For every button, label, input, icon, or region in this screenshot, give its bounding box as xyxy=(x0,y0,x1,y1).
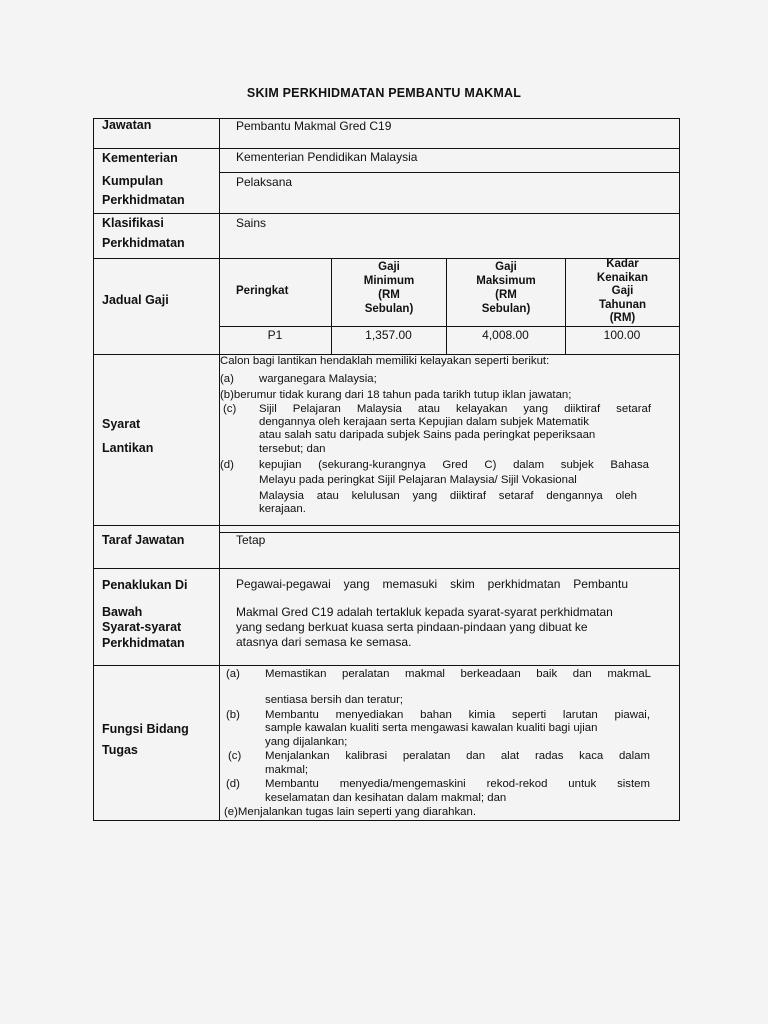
fungsi-item-c: makmal; xyxy=(265,764,309,776)
header-gaji-maksimum: Gaji Maksimum (RM Sebulan) xyxy=(476,261,536,315)
header-gaji-minimum: Gaji Minimum (RM Sebulan) xyxy=(363,261,415,315)
syarat-label: Lantikan xyxy=(102,441,154,455)
penaklukan-text: atasnya dari semasa ke semasa. xyxy=(236,635,412,649)
taraf-value: Tetap xyxy=(236,533,266,547)
kumpulan-value: Pelaksana xyxy=(236,175,293,189)
fungsi-item-b: sample kawalan kualiti serta mengawasi kawalan kualiti bagi ujian xyxy=(265,722,598,734)
row-divider xyxy=(93,213,680,214)
syarat-item-a: warganegara Malaysia; xyxy=(259,373,377,385)
fungsi-item-b: yang dijalankan; xyxy=(265,736,348,748)
list-marker: (c) xyxy=(223,403,237,415)
penaklukan-text: Makmal Gred C19 adalah tertakluk kepada syarat-syarat perkhidmatan xyxy=(236,605,613,619)
row-divider xyxy=(93,148,680,149)
jadual-gaji-label: Jadual Gaji xyxy=(102,293,169,307)
fungsi-item-a: sentiasa bersih dan teratur; xyxy=(265,694,404,706)
page-title: SKIM PERKHIDMATAN PEMBANTU MAKMAL xyxy=(246,86,522,100)
syarat-item-c: tersebut; dan xyxy=(259,443,326,455)
syarat-item-c: atau salah satu daripada subjek Sains pada peringkat peperiksaan xyxy=(259,429,596,441)
table-border-right xyxy=(679,118,680,821)
klasifikasi-label: Perkhidmatan xyxy=(102,236,185,250)
syarat-item-c: dengannya oleh kerajaan serta Kepujian dalam subjek Matematik xyxy=(259,416,589,428)
fungsi-item-a: Memastikan peralatan makmal berkeadaan baik dan makmaL xyxy=(265,668,651,680)
cell-kadar-kenaikan: 100.00 xyxy=(603,328,641,342)
cell-gaji-minimum: 1,357.00 xyxy=(365,328,412,342)
syarat-item-d: Melayu pada peringkat Sijil Pelajaran Malaysia/ Sijil Vokasional xyxy=(259,474,577,486)
kumpulan-label: Kumpulan xyxy=(102,174,164,188)
fungsi-label: Tugas xyxy=(102,743,138,757)
list-marker: (a) xyxy=(226,668,240,680)
penaklukan-label: Penaklukan Di xyxy=(102,578,188,592)
penaklukan-text: Pegawai-pegawai yang memasuki skim perkhidmatan Pembantu xyxy=(236,577,628,591)
list-marker: (c) xyxy=(228,750,242,762)
syarat-item-d: Malaysia atau kelulusan yang diiktiraf setaraf dengannya oleh xyxy=(259,490,637,502)
header-kadar-kenaikan: Kadar Kenaikan Gaji Tahunan (RM) xyxy=(596,258,649,325)
penaklukan-label: Syarat-syarat xyxy=(102,620,182,634)
fungsi-item-b: Membantu menyediakan bahan kimia seperti larutan piawai, xyxy=(265,709,650,721)
jawatan-label: Jawatan xyxy=(102,118,152,132)
syarat-label: Syarat xyxy=(102,417,141,431)
cell-peringkat: P1 xyxy=(267,328,283,342)
syarat-item-d: kerajaan. xyxy=(259,503,306,515)
fungsi-item-d: keselamatan dan kesihatan dalam makmal; dan xyxy=(265,792,507,804)
kumpulan-label: Perkhidmatan xyxy=(102,193,185,207)
fungsi-item-d: Membantu menyedia/mengemaskini rekod-rekod untuk sistem xyxy=(265,778,650,790)
klasifikasi-value: Sains xyxy=(236,216,267,230)
list-marker: (a) xyxy=(220,373,234,385)
list-marker: (d) xyxy=(226,778,240,790)
row-divider xyxy=(219,172,680,173)
cell-gaji-maksimum: 4,008.00 xyxy=(482,328,529,342)
jawatan-value: Pembantu Makmal Gred C19 xyxy=(236,119,392,133)
fungsi-label: Fungsi Bidang xyxy=(102,722,189,736)
penaklukan-label: Perkhidmatan xyxy=(102,636,185,650)
row-divider xyxy=(93,525,680,526)
fungsi-item-c: Menjalankan kalibrasi peralatan dan alat radas kaca dalam xyxy=(265,750,650,762)
kementerian-value: Kementerian Pendidikan Malaysia xyxy=(236,150,418,164)
penaklukan-text: yang sedang berkuat kuasa serta pindaan-pindaan yang dibuat ke xyxy=(236,620,588,634)
syarat-item-c: Sijil Pelajaran Malaysia atau kelayakan yang diiktiraf setaraf xyxy=(259,403,651,415)
row-divider xyxy=(219,326,680,327)
list-marker: (b) xyxy=(226,709,240,721)
kementerian-label: Kementerian xyxy=(102,151,178,165)
row-divider xyxy=(93,665,680,666)
row-divider xyxy=(93,568,680,569)
row-divider xyxy=(219,532,680,533)
table-border-left xyxy=(93,118,94,821)
taraf-label: Taraf Jawatan xyxy=(102,533,185,547)
penaklukan-label: Bawah xyxy=(102,605,143,619)
list-marker: (d) xyxy=(220,459,234,471)
syarat-intro: Calon bagi lantikan hendaklah memiliki kelayakan seperti berikut: xyxy=(220,355,550,367)
klasifikasi-label: Klasifikasi xyxy=(102,216,164,230)
header-peringkat: Peringkat xyxy=(236,285,289,297)
row-divider xyxy=(93,820,680,821)
syarat-item-b: (b)berumur tidak kurang dari 18 tahun pada tarikh tutup iklan jawatan; xyxy=(220,389,572,401)
syarat-item-d: kepujian (sekurang-kurangnya Gred C) dalam subjek Bahasa xyxy=(259,459,649,471)
fungsi-item-e: (e)Menjalankan tugas lain seperti yang diarahkan. xyxy=(224,806,477,818)
